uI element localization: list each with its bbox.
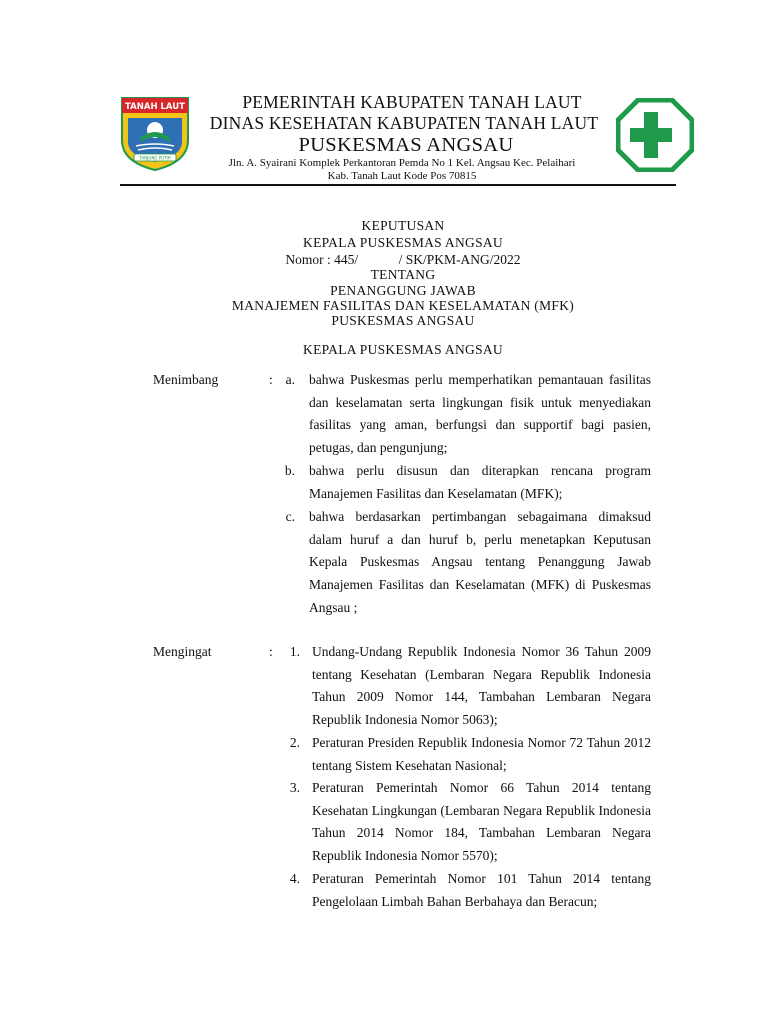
subject-line-1: PENANGGUNG JAWAB: [330, 283, 476, 298]
about-label: TENTANG: [370, 267, 436, 282]
mengingat-colon: :: [269, 644, 273, 659]
menimbang-item-c: bahwa berdasarkan pertimbangan sebagaimana dimaksud dalam huruf a dan huruf b, perlu menetapkan Keputusan Kepala Puskesmas Angsau tentang Penanggung Jawab Manajemen Fasilitas dan Keselamatan (MFK) di Puskesmas Angsau ;: [309, 509, 651, 615]
govt-name: PEMERINTAH KABUPATEN TANAH LAUT: [242, 92, 582, 112]
mengingat-item-2: Peraturan Presiden Republik Indonesia Nomor 72 Tahun 2012 tentang Sistem Kesehatan Nasional;: [312, 735, 651, 773]
issuer: KEPALA PUSKESMAS ANGSAU: [303, 235, 503, 250]
address-line-2: Kab. Tanah Laut Kode Pos 70815: [327, 170, 477, 182]
svg-text:TANAH LAUT: TANAH LAUT: [125, 102, 185, 112]
doc-type: KEPUTUSAN: [361, 218, 445, 233]
mengingat-marker-2: 2.: [289, 735, 300, 750]
menimbang-item-b: bahwa perlu disusun dan diterapkan rencana program Manajemen Fasilitas dan Keselamatan (MFK);: [309, 463, 651, 501]
institution-name: PUSKESMAS ANGSAU: [298, 134, 514, 156]
mengingat-item-4: Peraturan Pemerintah Nomor 101 Tahun 2014 tentang Pengelolaan Limbah Bahan Berbahaya dan Beracun;: [312, 871, 651, 909]
address-line-1: Jln. A. Syairani Komplek Perkantoran Pemda No 1 Kel. Angsau Kec. Pelaihari: [228, 157, 576, 169]
department-name: DINAS KESEHATAN KABUPATEN TANAH LAUT: [209, 113, 599, 133]
menimbang-colon: :: [269, 372, 273, 387]
menimbang-marker-c: c.: [285, 509, 295, 524]
signer-title: KEPALA PUSKESMAS ANGSAU: [303, 342, 503, 357]
letterhead-divider: [120, 184, 676, 186]
subject-line-2: MANAJEMEN FASILITAS DAN KESELAMATAN (MFK): [231, 298, 575, 313]
mengingat-label: Mengingat: [153, 644, 212, 659]
mengingat-item-1: Undang-Undang Republik Indonesia Nomor 36 Tahun 2009 tentang Kesehatan (Lembaran Negara Republik Indonesia Tahun 2009 Nomor 144, Tambahan Lembaran Negara Republik Indonesia Nomor 5063);: [312, 644, 651, 728]
menimbang-label: Menimbang: [153, 372, 219, 387]
subject-line-3: PUSKESMAS ANGSAU: [331, 313, 475, 328]
doc-number: Nomor : 445/ / SK/PKM-ANG/2022: [285, 252, 521, 267]
mengingat-item-3: Peraturan Pemerintah Nomor 66 Tahun 2014 tentang Kesehatan Lingkungan (Lembaran Negara Republik Indonesia Tahun 2014 Nomor 184, Tambahan Lembaran Negara Republik Indonesia Nomor 5570);: [312, 780, 651, 864]
mengingat-marker-3: 3.: [289, 780, 300, 795]
svg-text:TANJUNG PUTIH: TANJUNG PUTIH: [139, 155, 171, 161]
mengingat-marker-4: 4.: [289, 871, 300, 886]
mengingat-marker-1: 1.: [289, 644, 300, 659]
menimbang-marker-a: a.: [285, 372, 295, 387]
menimbang-item-a: bahwa Puskesmas perlu memperhatikan pemantauan fasilitas dan keselamatan serta lingkungan fisik untuk menyediakan fasilitas yang aman, berfungsi dan supportif bagi pasien, petugas, dan pengunjung;: [309, 372, 651, 456]
menimbang-marker-b: b.: [284, 463, 295, 478]
